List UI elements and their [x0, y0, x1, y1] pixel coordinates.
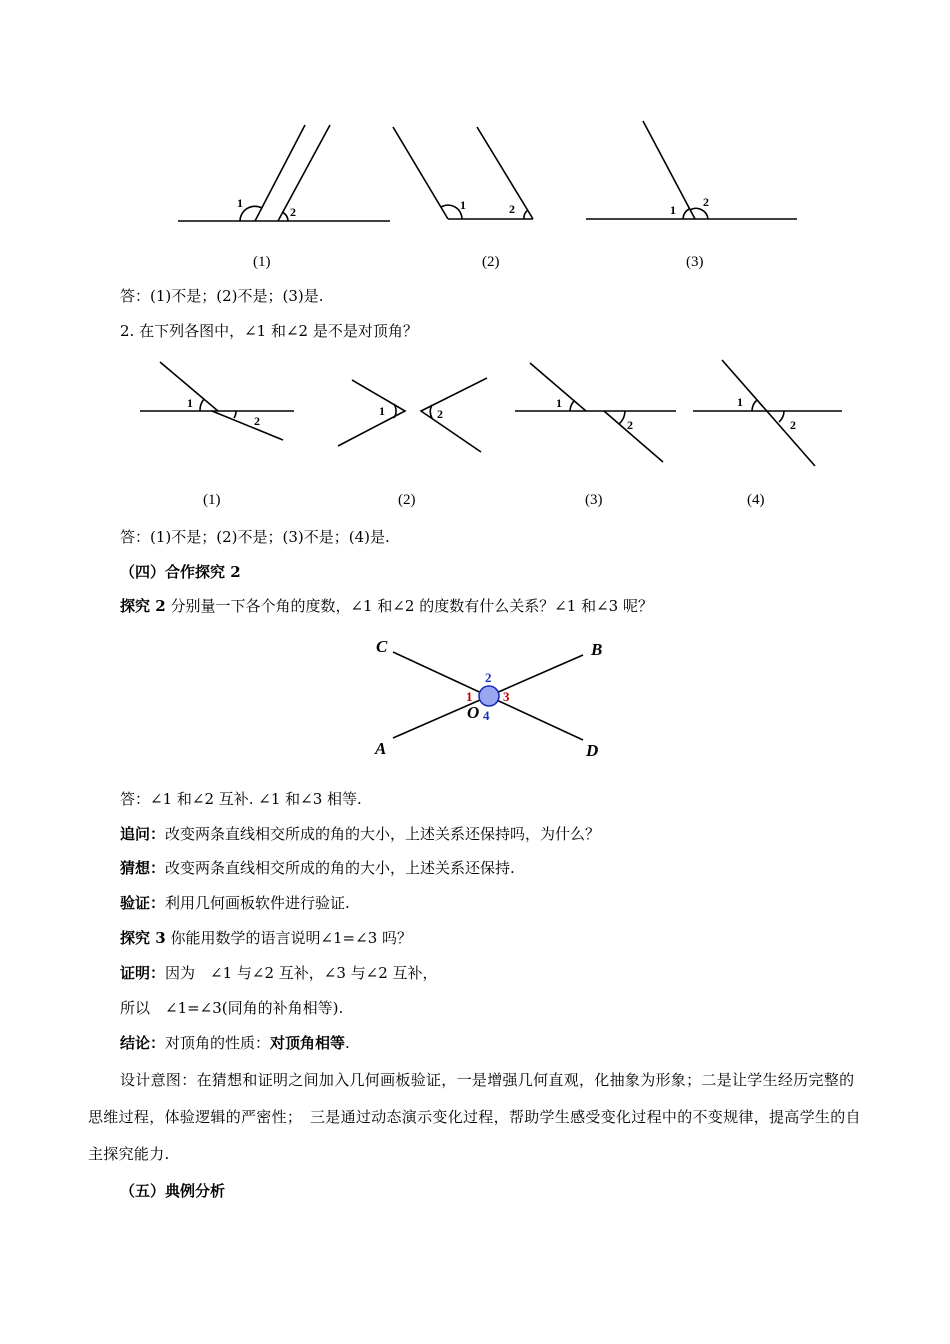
verify-label: 验证：	[120, 894, 166, 912]
fig2-caption-3: (3)	[585, 492, 603, 508]
conclusion-text: 对顶角的性质：	[165, 1034, 271, 1052]
angle-label-3: 3	[503, 689, 510, 704]
guess-label: 猜想：	[120, 859, 166, 877]
fig1-caption-2: (2)	[482, 254, 500, 270]
section-5-heading: （五）典例分析	[120, 1182, 226, 1200]
fig2-caption-4: (4)	[747, 492, 765, 508]
followup	[120, 823, 600, 845]
point-A: A	[375, 739, 387, 758]
proof-so: 所以 ∠1=∠3(同角的补角相等).	[120, 999, 344, 1017]
fig1-caption-1: (1)	[253, 254, 271, 270]
fig2-4-label-1: 1	[737, 395, 743, 409]
fig1-1-label-2: 2	[290, 205, 296, 219]
verify-text: 利用几何画板软件进行验证.	[165, 894, 350, 912]
conclusion-bold: 对顶角相等	[270, 1034, 346, 1052]
fig2-3-label-2: 2	[627, 418, 633, 432]
point-C: C	[376, 637, 388, 656]
answer-2: 答：(1)不是；(2)不是；(3)不是；(4)是.	[120, 528, 390, 546]
answer-3: 答：∠1 和∠2 互补. ∠1 和∠3 相等.	[120, 790, 362, 808]
explore-3-label: 探究 3	[120, 929, 166, 947]
explore-2-text: 分别量一下各个角的度数，∠1 和∠2 的度数有什么关系？∠1 和∠3 呢？	[165, 597, 653, 615]
angle-label-4: 4	[483, 708, 490, 723]
fig1-1-label-1: 1	[237, 196, 243, 210]
point-O: O	[467, 703, 480, 722]
conclusion-end: .	[345, 1034, 350, 1052]
section-4-heading: （四）合作探究 2	[120, 563, 241, 581]
fig2-caption-1: (1)	[203, 492, 221, 508]
angle-label-1: 1	[466, 689, 473, 704]
guess	[120, 857, 515, 879]
answer-1: 答：(1)不是；(2)不是；(3)是.	[120, 287, 324, 305]
fig1-3-label-2: 2	[703, 195, 709, 209]
fig2-4-label-2: 2	[790, 418, 796, 432]
explore-2-label: 探究 2	[120, 597, 166, 615]
angle-marker-circle	[479, 686, 499, 706]
fig1-caption-3: (3)	[686, 254, 704, 270]
conclusion	[120, 1032, 350, 1054]
point-D: D	[586, 741, 599, 760]
verify	[120, 892, 350, 914]
fig1-3-label-1: 1	[670, 203, 676, 217]
question-2: 2. 在下列各图中，∠1 和∠2 是不是对顶角？	[120, 322, 418, 340]
fig1-2-label-1: 1	[460, 198, 466, 212]
fig2-2-label-2: 2	[437, 407, 443, 421]
conclusion-label: 结论：	[120, 1034, 166, 1052]
guess-text: 改变两条直线相交所成的角的大小，上述关系还保持.	[165, 859, 515, 877]
explore-3	[120, 927, 412, 949]
explore-3-text: 你能用数学的语言说明∠1=∠3 吗？	[165, 929, 413, 947]
fig2-caption-2: (2)	[398, 492, 416, 508]
fig2-3-label-1: 1	[556, 396, 562, 410]
fig1-2-label-2: 2	[509, 202, 515, 216]
design-intent-paragraph: 设计意图：在猜想和证明之间加入几何画板验证，一是增强几何直观，化抽象为形象；二是让学生经历完整的思维过程，体验逻辑的严密性； 三是通过动态演示变化过程，帮助学生感受变化过程中的不变规律，提高学生的自主探究能力.	[88, 1071, 861, 1163]
point-B: B	[591, 640, 603, 659]
proof-text: 因为 ∠1 与∠2 互补，∠3 与∠2 互补，	[165, 964, 438, 982]
fig2-1-label-2: 2	[254, 414, 260, 428]
proof	[120, 962, 438, 984]
fig2-2-label-1: 1	[379, 404, 385, 418]
followup-text: 改变两条直线相交所成的角的大小，上述关系还保持吗，为什么？	[165, 825, 601, 843]
angle-label-2: 2	[485, 670, 492, 685]
followup-label: 追问：	[120, 825, 166, 843]
fig2-1-label-1: 1	[187, 396, 193, 410]
proof-label: 证明：	[120, 964, 166, 982]
